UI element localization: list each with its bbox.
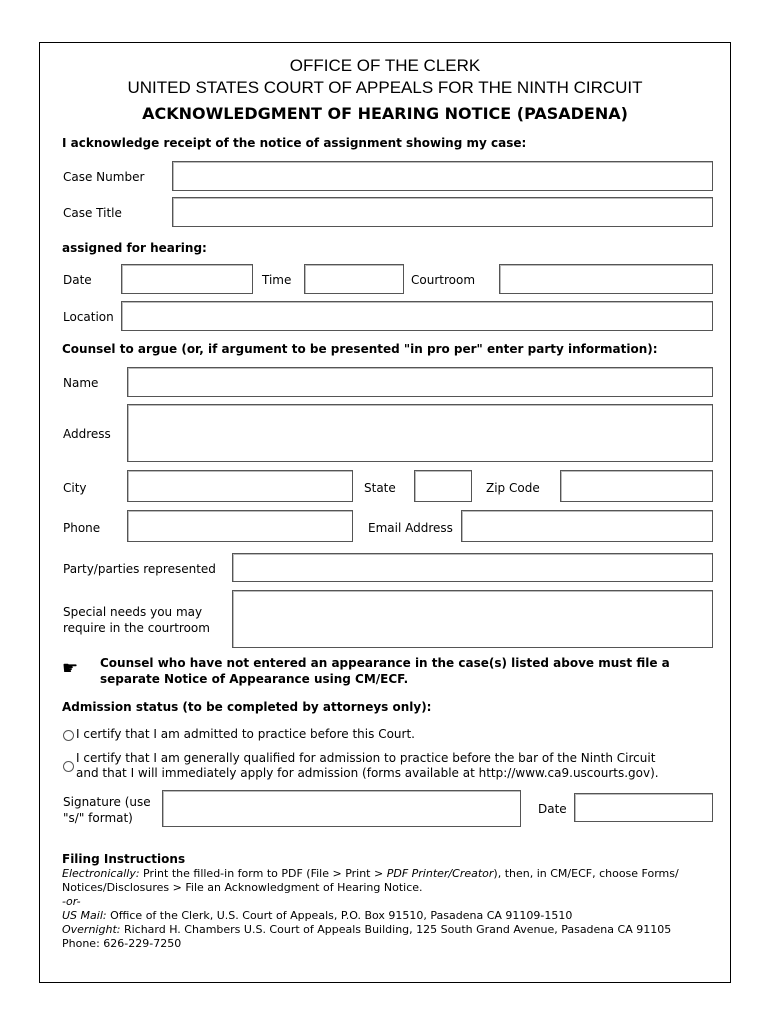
location-label: Location <box>63 310 114 324</box>
state-label: State <box>364 481 396 495</box>
address-input[interactable] <box>127 404 713 462</box>
address-label: Address <box>63 427 111 441</box>
hearing-time-input[interactable] <box>304 264 404 294</box>
case-number-input[interactable] <box>172 161 713 191</box>
party-label: Party/parties represented <box>63 562 216 576</box>
party-input[interactable] <box>232 553 713 582</box>
special-needs-input[interactable] <box>232 590 713 648</box>
signature-label-1: Signature (use <box>63 795 151 809</box>
zip-input[interactable] <box>560 470 713 502</box>
filing-overnight-line: Overnight: Richard H. Chambers U.S. Court of Appeals Building, 125 South Grand Avenue, Pasadena CA 91105 <box>62 923 672 936</box>
signature-label-2: "s/" format) <box>63 811 133 825</box>
form-title: ACKNOWLEDGMENT OF HEARING NOTICE (PASADENA) <box>142 104 628 123</box>
ack-intro: I acknowledge receipt of the notice of assignment showing my case: <box>62 136 527 150</box>
city-label: City <box>63 481 87 495</box>
qualified-option-line-2: and that I will immediately apply for admission (forms available at http://www.ca9.uscourts.gov). <box>76 766 659 780</box>
location-input[interactable] <box>121 301 713 331</box>
signature-input[interactable] <box>162 790 521 827</box>
city-input[interactable] <box>127 470 353 502</box>
special-needs-label-2: require in the courtroom <box>63 621 210 635</box>
zip-label: Zip Code <box>486 481 540 495</box>
case-title-label: Case Title <box>63 206 122 220</box>
hearing-date-input[interactable] <box>121 264 253 294</box>
filing-phone: Phone: 626-229-7250 <box>62 937 182 950</box>
admitted-option-label: I certify that I am admitted to practice before this Court. <box>76 727 415 741</box>
phone-input[interactable] <box>127 510 353 542</box>
date-label: Date <box>63 273 92 287</box>
hearing-heading: assigned for hearing: <box>62 241 207 255</box>
filing-mail-line: US Mail: Office of the Clerk, U.S. Court of Appeals, P.O. Box 91510, Pasadena CA 91109-1510 <box>62 909 573 922</box>
admitted-radio[interactable] <box>63 730 74 741</box>
court-heading: UNITED STATES COURT OF APPEALS FOR THE NINTH CIRCUIT <box>127 78 643 97</box>
courtroom-input[interactable] <box>499 264 713 294</box>
case-number-label: Case Number <box>63 170 145 184</box>
filing-heading: Filing Instructions <box>62 852 186 866</box>
signature-date-input[interactable] <box>574 793 713 822</box>
counsel-heading: Counsel to argue (or, if argument to be presented "in pro per" enter party information): <box>62 342 658 356</box>
signature-date-label: Date <box>538 802 567 816</box>
qualified-radio[interactable] <box>63 761 74 772</box>
name-label: Name <box>63 376 99 390</box>
notice-line-1: Counsel who have not entered an appearance in the case(s) listed above must file a <box>100 656 670 670</box>
phone-label: Phone <box>63 521 101 535</box>
filing-electronic-line-1: Electronically: Print the filled-in form to PDF (File > Print > PDF Printer/Creator), then, in CM/ECF, choose Forms/ <box>62 867 679 880</box>
case-title-input[interactable] <box>172 197 713 227</box>
notice-line-2: separate Notice of Appearance using CM/ECF. <box>100 672 409 686</box>
electronic-label: Electronically: <box>62 867 140 880</box>
office-heading: OFFICE OF THE CLERK <box>289 56 481 75</box>
email-input[interactable] <box>461 510 713 542</box>
pointing-hand-icon: ☛ <box>62 658 79 679</box>
admission-heading: Admission status (to be completed by attorneys only): <box>62 700 432 714</box>
time-label: Time <box>262 273 292 287</box>
qualified-option-line-1: I certify that I am generally qualified for admission to practice before the bar of the Ninth Circuit <box>76 751 656 765</box>
name-input[interactable] <box>127 367 713 397</box>
special-needs-label-1: Special needs you may <box>63 605 203 619</box>
email-label: Email Address <box>368 521 453 535</box>
state-input[interactable] <box>414 470 472 502</box>
filing-or: -or- <box>62 895 81 908</box>
courtroom-label: Courtroom <box>411 273 476 287</box>
filing-electronic-line-2: Notices/Disclosures > File an Acknowledgment of Hearing Notice. <box>62 881 423 894</box>
